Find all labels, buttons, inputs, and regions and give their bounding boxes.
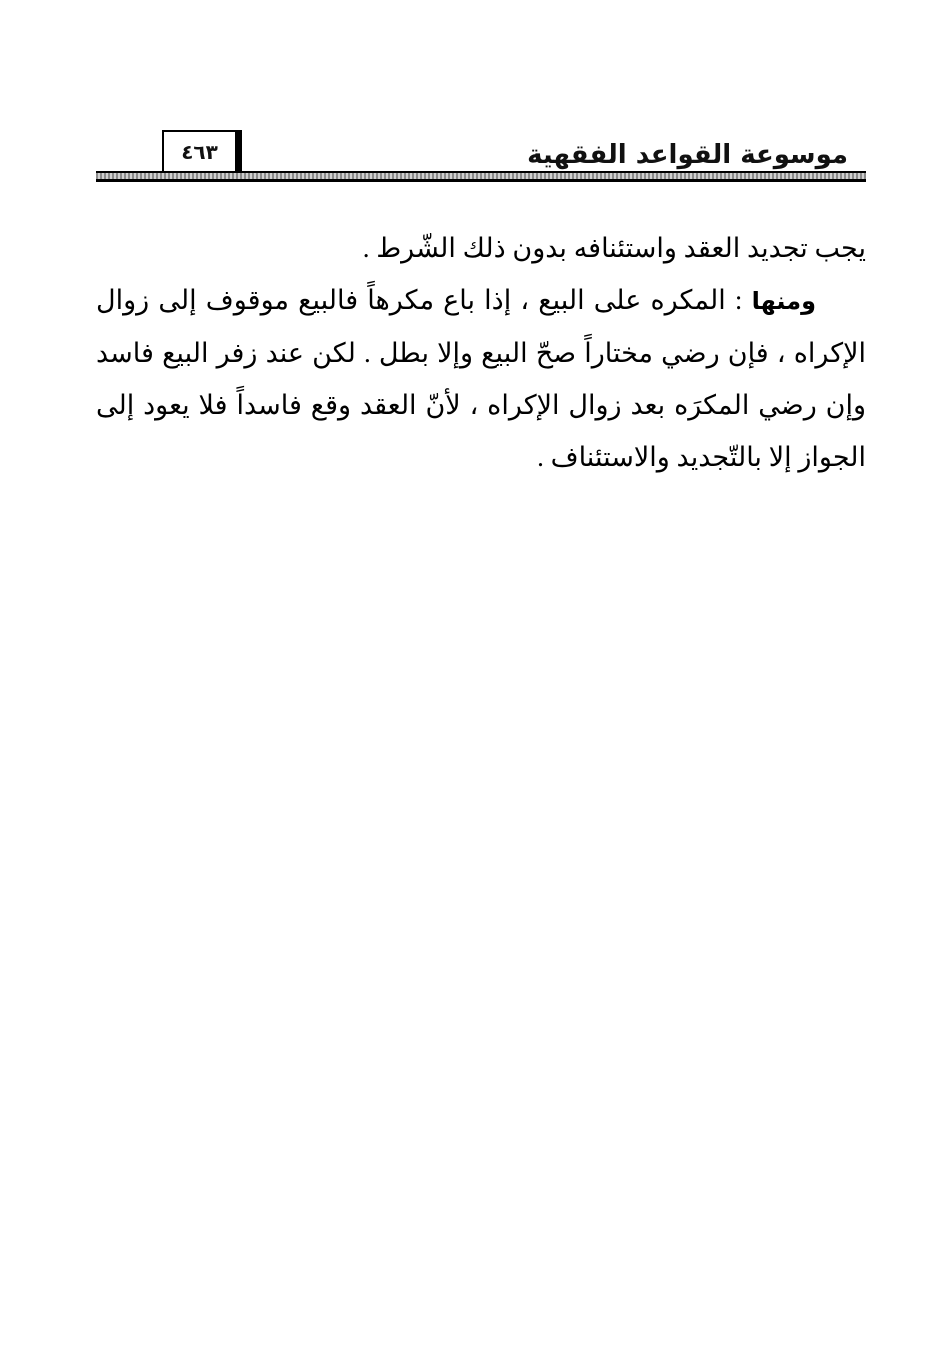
header-rule [96, 171, 866, 182]
page-header [96, 130, 866, 188]
paragraph-1: يجب تجديد العقد واستئنافه بدون ذلك الشّرط . [362, 233, 866, 263]
main-text [96, 222, 866, 483]
running-title: موسوعة القواعد الفقهية [527, 140, 848, 170]
paragraph-2 [96, 274, 866, 483]
page-number-box [162, 130, 242, 176]
paragraph-2-lead: ومنها [751, 287, 816, 315]
page-number: ٤٦٣ [181, 139, 218, 164]
paragraph-2-text: : المكره على البيع ، إذا باع مكرهاً فالبيع موقوف إلى زوال الإكراه ، فإن رضي مختاراً صحّ البيع وإلا بطل . لكن عند زفر البيع فاسد وإن رضي المكرَه بعد زوال الإكراه ، لأنّ العقد وقع فاسداً فلا يعود إلى الجواز إلا بالتّجديد والاستئناف . [96, 285, 866, 472]
